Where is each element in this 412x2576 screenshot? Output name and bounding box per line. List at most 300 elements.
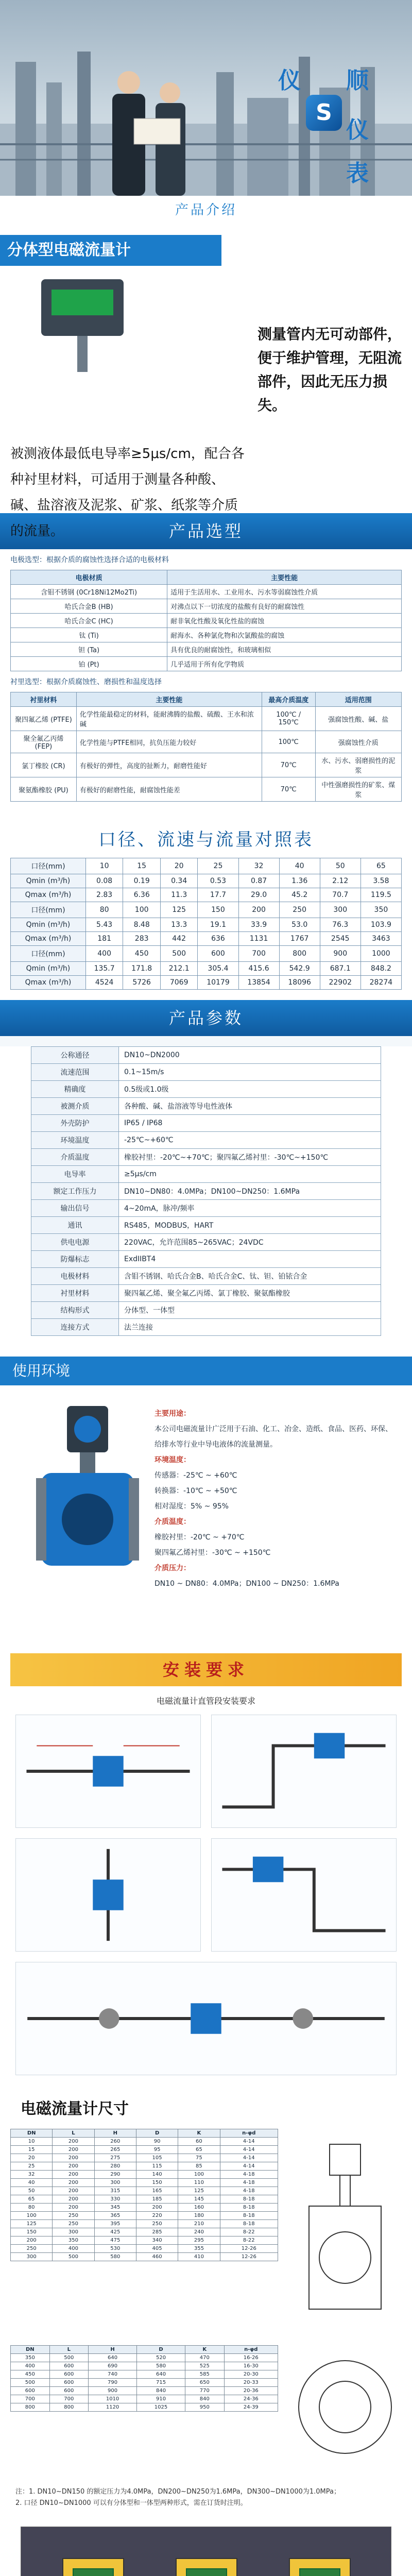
table-cell: 103.9	[360, 918, 401, 932]
table-cell: 200	[11, 2236, 53, 2245]
table-header-cell: 适用范围	[315, 692, 401, 707]
table-cell: 17.7	[198, 888, 238, 902]
table-cell: 265	[94, 2146, 136, 2154]
table-cell: 橡胶衬里：-20℃~+70℃；聚四氟乙烯衬里：-30℃~+150℃	[119, 1149, 381, 1166]
table-cell: 200	[53, 2171, 94, 2179]
table-cell: 400	[85, 946, 123, 962]
table-cell: 400	[11, 2362, 50, 2370]
intro-paragraph: 被测液体最低电导率≥5μs/cm，配合各种衬里材料，可适用于测量各种酸、碱、盐溶液及泥浆、矿浆、纸浆等介质的流量。	[10, 446, 245, 539]
table-cell: 通讯	[31, 1217, 119, 1234]
table-cell: 848.2	[360, 962, 401, 976]
table-cell: 衬里材料	[31, 1285, 119, 1302]
table-cell: 350	[53, 2236, 94, 2245]
table-cell: 分体型、一体型	[119, 1302, 381, 1319]
table-cell: 910	[137, 2395, 185, 2403]
table-cell: 585	[185, 2370, 225, 2379]
table-cell: 95	[136, 2146, 178, 2154]
table-cell: 具有优良的耐腐蚀性，和玻璃相似	[167, 642, 402, 657]
table-cell: 0.5级或1.0级	[119, 1081, 381, 1098]
table-cell: 70℃	[262, 753, 315, 777]
note-line: 2. 口径 DN10~DN1000 可以有分体型和一体型两种形式，需在订货时注明。	[15, 2499, 247, 2507]
environment-line: DN10 ~ DN80：4.0MPa；DN100 ~ DN250：1.6MPa	[154, 1580, 339, 1588]
table-cell: 外壳防护	[31, 1115, 119, 1132]
table-cell: 135.7	[85, 962, 123, 976]
table-cell: 100	[178, 2171, 220, 2179]
table-cell: 连接方式	[31, 1319, 119, 1336]
table-cell: 740	[89, 2370, 137, 2379]
table-cell: 24-39	[224, 2403, 278, 2412]
table-row	[11, 2354, 278, 2362]
table-cell: 200	[53, 2195, 94, 2204]
table-cell: 365	[94, 2212, 136, 2220]
table-cell: 0.53	[198, 874, 238, 888]
table-row	[11, 932, 402, 946]
table-cell: 20	[160, 858, 198, 874]
table-header-cell: H	[94, 2129, 136, 2138]
environment-text	[154, 1406, 397, 1591]
environment-line: 聚四氟乙烯衬里：-30℃ ~ +150℃	[154, 1549, 271, 1557]
row-label: Qmin (m³/h)	[11, 962, 86, 976]
table-cell: 640	[89, 2354, 137, 2362]
table-cell: 415.6	[238, 962, 279, 976]
table-cell: 800	[11, 2403, 50, 2412]
table-cell: 650	[185, 2379, 225, 2387]
table-cell: 181	[85, 932, 123, 946]
table-cell: 76.3	[320, 918, 360, 932]
table-cell: 4-14	[220, 2146, 278, 2154]
lining-table	[10, 692, 402, 802]
table-cell: ExdIIBT4	[119, 1251, 381, 1268]
table-cell: 53.0	[279, 918, 320, 932]
table-cell: 442	[160, 932, 198, 946]
table-row	[11, 2146, 278, 2154]
table-cell: 250	[279, 902, 320, 918]
table-row	[31, 1285, 381, 1302]
table-row	[31, 1081, 381, 1098]
table-row	[11, 2187, 278, 2195]
table-header-cell: n-φd	[220, 2129, 278, 2138]
table-cell: 结构形式	[31, 1302, 119, 1319]
hero-banner	[0, 0, 412, 196]
table-header-cell: DN	[11, 2129, 53, 2138]
params-section	[0, 1046, 412, 1357]
table-cell: 13.3	[160, 918, 198, 932]
table-row	[31, 1200, 381, 1217]
table-row	[11, 2212, 278, 2220]
table-header-cell: K	[185, 2346, 225, 2354]
table-row	[11, 874, 402, 888]
dimension-area	[0, 2129, 412, 2479]
row-label: Qmax (m³/h)	[11, 976, 86, 990]
table-row	[31, 1302, 381, 1319]
table-cell: 流速范围	[31, 1064, 119, 1081]
table-cell: 聚氨酯橡胶 (PU)	[11, 777, 77, 802]
table-cell: 0.1~15m/s	[119, 1064, 381, 1081]
table-cell: 1000	[360, 946, 401, 962]
table-cell: 4-14	[220, 2154, 278, 2162]
table-header-cell: K	[178, 2129, 220, 2138]
table-cell: 250	[53, 2212, 94, 2220]
table-cell: 100℃ / 150℃	[262, 707, 315, 731]
table-cell: 4-14	[220, 2138, 278, 2146]
table-cell: 600	[11, 2387, 50, 2395]
table-row	[11, 628, 402, 642]
table-cell: 90	[136, 2138, 178, 2146]
table-header-cell: H	[89, 2346, 137, 2354]
row-label: Qmax (m³/h)	[11, 932, 86, 946]
table-cell: 410	[178, 2253, 220, 2261]
environment-line: 介质温度：	[154, 1518, 191, 1526]
table-cell: 32	[11, 2171, 53, 2179]
brand-char: 表	[346, 160, 369, 187]
table-row	[31, 1217, 381, 1234]
table-cell: 600	[49, 2370, 89, 2379]
table-cell: 哈氏合金C (HC)	[11, 614, 167, 628]
table-cell: 精确度	[31, 1081, 119, 1098]
table-cell: 耐非氧化性酸及氧化性盐的腐蚀	[167, 614, 402, 628]
table-cell: 200	[53, 2187, 94, 2195]
environment-title: 使用环境	[0, 1357, 412, 1385]
table-cell: 100℃	[262, 731, 315, 753]
environment-line: 相对湿度：5% ~ 95%	[154, 1502, 229, 1511]
table-row	[31, 1098, 381, 1115]
install-subtitle: 电磁流量计直管段安装要求	[156, 1696, 255, 1706]
table-row	[11, 777, 402, 802]
row-label: 口径(mm)	[11, 902, 86, 918]
table-cell: ≥5μs/cm	[119, 1166, 381, 1183]
table-cell: 强腐蚀性酸、碱、盐	[315, 707, 401, 731]
table-cell: 600	[198, 946, 238, 962]
table-header-cell: 衬里材料	[11, 692, 77, 707]
table-cell: 8-18	[220, 2204, 278, 2212]
table-cell: 160	[178, 2204, 220, 2212]
table-cell: 20-33	[224, 2379, 278, 2387]
table-cell: 45.2	[279, 888, 320, 902]
table-cell: 0.34	[160, 874, 198, 888]
table-row	[11, 888, 402, 902]
brand-mark	[274, 62, 403, 185]
table-row	[11, 2179, 278, 2187]
table-row	[11, 753, 402, 777]
table-cell: 250	[136, 2220, 178, 2228]
install-diagram	[211, 1715, 397, 1828]
table-row	[31, 1268, 381, 1285]
table-row	[11, 2253, 278, 2261]
table-header-cell: DN	[11, 2346, 50, 2354]
table-cell: 580	[94, 2253, 136, 2261]
table-cell: 690	[89, 2362, 137, 2370]
table-cell: 50	[320, 858, 360, 874]
table-cell: 900	[320, 946, 360, 962]
table-cell: 10	[85, 858, 123, 874]
table-cell: 1131	[238, 932, 279, 946]
dimension-table-small	[10, 2129, 278, 2261]
table-cell: 542.9	[279, 962, 320, 976]
table-cell: 65	[178, 2146, 220, 2154]
product-photo	[21, 2527, 391, 2576]
table-cell: 聚四氟乙烯、聚全氟乙丙烯、氯丁橡胶、聚氨酯橡胶	[119, 1285, 381, 1302]
table-row	[11, 2395, 278, 2403]
install-diagrams	[0, 1715, 412, 2086]
table-cell: 钽 (Ta)	[11, 642, 167, 657]
table-cell: 3463	[360, 932, 401, 946]
table-cell: 125	[160, 902, 198, 918]
table-row	[31, 1115, 381, 1132]
table-cell: 500	[11, 2379, 50, 2387]
table-cell: 250	[11, 2245, 53, 2253]
table-cell: 20-36	[224, 2387, 278, 2395]
table-cell: 60	[178, 2138, 220, 2146]
table-cell: 5.43	[85, 918, 123, 932]
table-cell: 700	[49, 2395, 89, 2403]
table-cell: 1025	[137, 2403, 185, 2412]
table-cell: 33.9	[238, 918, 279, 932]
table-cell: 12-26	[220, 2245, 278, 2253]
table-cell: 125	[11, 2220, 53, 2228]
table-row	[11, 2162, 278, 2171]
table-cell: 475	[94, 2236, 136, 2245]
table-cell: 180	[178, 2212, 220, 2220]
table-cell: 80	[85, 902, 123, 918]
install-diagram	[15, 1838, 201, 1952]
table-cell: 220	[136, 2212, 178, 2220]
table-cell: 200	[53, 2179, 94, 2187]
table-cell: 200	[53, 2204, 94, 2212]
table-cell: 电导率	[31, 1166, 119, 1183]
table-cell: 13854	[238, 976, 279, 990]
table-header-cell: D	[136, 2129, 178, 2138]
table-cell: 介质温度	[31, 1149, 119, 1166]
table-cell: 100	[11, 2212, 53, 2220]
table-row	[11, 2236, 278, 2245]
table-cell: 900	[89, 2387, 137, 2395]
table-row	[11, 2154, 278, 2162]
flowmeter-drawing	[294, 2139, 397, 2325]
section-title-selection: 产品选型	[0, 513, 412, 549]
table-cell: 400	[53, 2245, 94, 2253]
table-cell: 几乎适用于所有化学物质	[167, 657, 402, 671]
table-cell: 50	[11, 2187, 53, 2195]
table-cell: 150	[136, 2179, 178, 2187]
table-cell: 16-26	[224, 2354, 278, 2362]
table-cell: RS485，MODBUS，HART	[119, 1217, 381, 1234]
table-cell: 395	[94, 2220, 136, 2228]
table-cell: 636	[198, 932, 238, 946]
table-cell: 法兰连接	[119, 1319, 381, 1336]
table-cell: 11.3	[160, 888, 198, 902]
table-row	[11, 946, 402, 962]
table-cell: 470	[185, 2354, 225, 2362]
table-cell: 10	[11, 2138, 53, 2146]
table-cell: 28274	[360, 976, 401, 990]
table-cell: 8-18	[220, 2212, 278, 2220]
row-label: Qmin (m³/h)	[11, 918, 86, 932]
table-row	[11, 2171, 278, 2179]
table-cell: 3.58	[360, 874, 401, 888]
table-cell: 200	[238, 902, 279, 918]
table-cell: 1010	[89, 2395, 137, 2403]
table-cell: 200	[53, 2138, 94, 2146]
table-cell: 350	[360, 902, 401, 918]
table-cell: 聚全氟乙丙烯 (FEP)	[11, 731, 77, 753]
table-cell: 165	[136, 2187, 178, 2195]
table-cell: 被测介质	[31, 1098, 119, 1115]
table-cell: -25℃~+60℃	[119, 1132, 381, 1149]
table-cell: 含钼不锈钢 (0Cr18Ni12Mo2Ti)	[11, 585, 167, 599]
table-cell: 283	[123, 932, 161, 946]
table-cell: 适用于生活用水、工业用水、污水等弱腐蚀性介质	[167, 585, 402, 599]
converter-device-image	[21, 274, 144, 377]
environment-section	[0, 1357, 412, 1653]
table-cell: 化学性能最稳定的材料，能耐沸腾的盐酸、硫酸、王水和浓碱	[76, 707, 262, 731]
table-cell: 6.36	[123, 888, 161, 902]
table-row	[31, 1149, 381, 1166]
table-cell: 300	[53, 2228, 94, 2236]
table-cell: 16-30	[224, 2362, 278, 2370]
table-cell: 140	[136, 2171, 178, 2179]
table-row	[31, 1132, 381, 1149]
table-cell: 4524	[85, 976, 123, 990]
table-cell: 铂 (Pt)	[11, 657, 167, 671]
table-cell: 8-22	[220, 2228, 278, 2236]
table-cell: 水、污水、弱磨损性的泥浆	[315, 753, 401, 777]
install-diagram	[15, 1715, 201, 1828]
install-diagram	[15, 1962, 397, 2075]
table-cell: 200	[53, 2146, 94, 2154]
table-cell: 105	[136, 2154, 178, 2162]
row-label: Qmin (m³/h)	[11, 874, 86, 888]
table-cell: 150	[11, 2228, 53, 2236]
install-title: 安装要求	[10, 1653, 402, 1686]
table-row	[31, 1064, 381, 1081]
table-row	[31, 1047, 381, 1064]
table-cell: 8-18	[220, 2220, 278, 2228]
table-cell: 32	[238, 858, 279, 874]
table-cell: 10179	[198, 976, 238, 990]
table-cell: IP65 / IP68	[119, 1115, 381, 1132]
table-cell: 20	[11, 2154, 53, 2162]
table-cell: 345	[94, 2204, 136, 2212]
flow-title: 口径、流速与流量对照表	[98, 829, 314, 850]
table-row	[11, 2379, 278, 2387]
table-cell: 电极材料	[31, 1268, 119, 1285]
table-cell: 4~20mA，脉冲/频率	[119, 1200, 381, 1217]
table-cell: 40	[11, 2179, 53, 2187]
table-row	[31, 1234, 381, 1251]
table-cell: 275	[94, 2154, 136, 2162]
table-cell: 100	[123, 902, 161, 918]
table-cell: 有极好的弹性，高度的扯断力，耐磨性能好	[76, 753, 262, 777]
table-cell: 240	[178, 2228, 220, 2236]
product-banner: 分体型电磁流量计	[0, 235, 221, 266]
table-cell: 40	[279, 858, 320, 874]
table-cell: 300	[94, 2179, 136, 2187]
table-cell: 119.5	[360, 888, 401, 902]
table-cell: 钛 (Ti)	[11, 628, 167, 642]
table-cell: 700	[238, 946, 279, 962]
table-row	[31, 1166, 381, 1183]
table-cell: 22902	[320, 976, 360, 990]
table-cell: 260	[94, 2138, 136, 2146]
table-row	[11, 2403, 278, 2412]
table-cell: 12-26	[220, 2253, 278, 2261]
table-cell: 200	[53, 2154, 94, 2162]
table-cell: 有极好的耐磨性能，耐腐蚀性能差	[76, 777, 262, 802]
table-row	[11, 962, 402, 976]
install-diagram	[211, 1838, 397, 1952]
section-title-params: 产品参数	[0, 1000, 412, 1036]
table-cell: 各种酸、碱、盐溶液等导电性液体	[119, 1098, 381, 1115]
table-cell: 295	[178, 2236, 220, 2245]
table-row	[11, 731, 402, 753]
table-cell: 含钼不锈钢、哈氏合金B、哈氏合金C、钛、钽、铂铱合金	[119, 1268, 381, 1285]
table-cell: 0.08	[85, 874, 123, 888]
selection-section	[0, 549, 412, 812]
table-row	[11, 2195, 278, 2204]
table-cell: 1120	[89, 2403, 137, 2412]
table-cell: 75	[178, 2154, 220, 2162]
table-cell: 300	[320, 902, 360, 918]
table-cell: 7069	[160, 976, 198, 990]
table-cell: 600	[49, 2379, 89, 2387]
table-cell: 8-22	[220, 2236, 278, 2245]
table-cell: 200	[53, 2162, 94, 2171]
lining-caption: 衬里选型：根据介质腐蚀性、磨损性和温度选择	[10, 678, 162, 686]
electrode-table	[10, 570, 402, 671]
table-header-cell: 电极材质	[11, 570, 167, 585]
environment-line: 主要用途：	[154, 1410, 191, 1418]
row-label: 口径(mm)	[11, 946, 86, 962]
table-cell: 790	[89, 2379, 137, 2387]
table-header-cell: L	[49, 2346, 89, 2354]
table-cell: 355	[178, 2245, 220, 2253]
table-cell: 25	[198, 858, 238, 874]
table-header-cell: D	[137, 2346, 185, 2354]
table-cell: DN10~DN2000	[119, 1047, 381, 1064]
table-cell: 185	[136, 2195, 178, 2204]
engineers-illustration	[98, 62, 201, 196]
photo-gallery	[0, 2516, 412, 2576]
table-row	[31, 1183, 381, 1200]
table-cell: 80	[11, 2204, 53, 2212]
table-cell: 1.36	[279, 874, 320, 888]
table-cell: 220VAC，允许范围85~265VAC；24VDC	[119, 1234, 381, 1251]
table-cell: 450	[123, 946, 161, 962]
table-cell: 环境温度	[31, 1132, 119, 1149]
table-cell: 对沸点以下一切浓度的盐酸有良好的耐腐蚀性	[167, 599, 402, 614]
table-cell: 600	[49, 2362, 89, 2370]
row-label: 口径(mm)	[11, 858, 86, 874]
table-cell: 580	[137, 2362, 185, 2370]
table-cell: 29.0	[238, 888, 279, 902]
table-row	[11, 657, 402, 671]
table-cell: 171.8	[123, 962, 161, 976]
environment-line: 转换器：-10℃ ~ +50℃	[154, 1487, 237, 1495]
table-row	[11, 614, 402, 628]
environment-line: 环境温度：	[154, 1456, 191, 1464]
table-cell: 715	[137, 2379, 185, 2387]
table-cell: 防爆标志	[31, 1251, 119, 1268]
table-cell: 285	[136, 2228, 178, 2236]
table-cell: 18096	[279, 976, 320, 990]
table-cell: 4-18	[220, 2171, 278, 2179]
table-cell: 70℃	[262, 777, 315, 802]
table-row	[11, 2362, 278, 2370]
table-cell: 950	[185, 2403, 225, 2412]
table-cell: 640	[137, 2370, 185, 2379]
table-header-cell: 主要性能	[76, 692, 262, 707]
size-title: 电磁流量计尺寸	[21, 2100, 129, 2118]
